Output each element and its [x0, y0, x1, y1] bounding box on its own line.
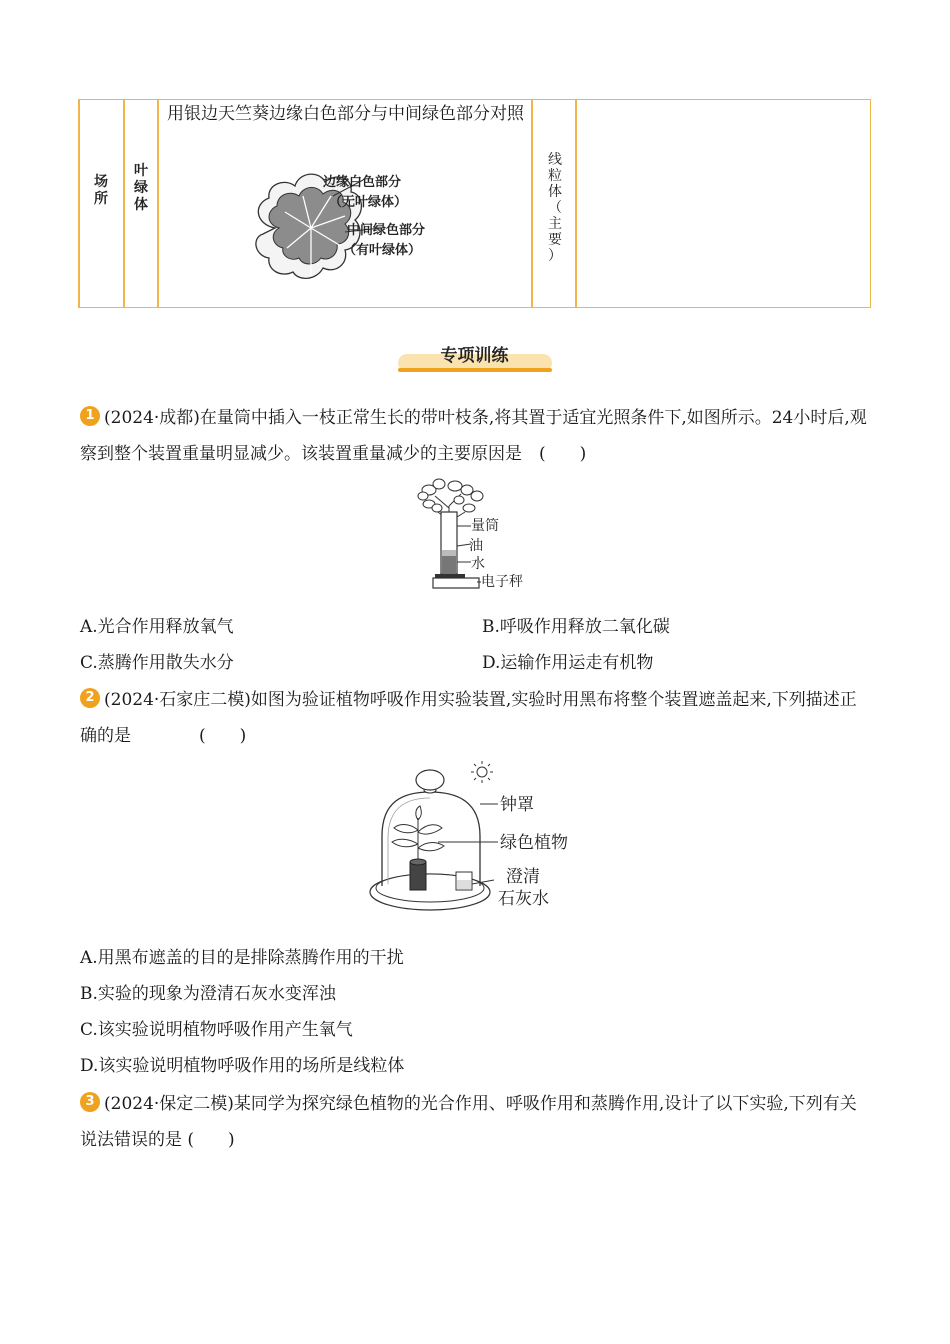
- figure-label: 油: [469, 538, 483, 554]
- right-header-mitochondria: 线 粒 体 （ 主 要 ）: [548, 152, 562, 264]
- question-2-text: (2024·石家庄二模)如图为验证植物呼吸作用实验装置,实验时用黑布将整个装置遮盖起来,下列描述正确的是 ( ): [80, 690, 857, 746]
- question-3-text: (2024·保定二模)某同学为探究绿色植物的光合作用、呼吸作用和蒸腾作用,设计了以下实验,下列有关说法错误的是 ( ): [80, 1094, 857, 1150]
- figure-label: 电子秤: [481, 574, 523, 590]
- figure-label: （无叶绿体）: [329, 195, 408, 210]
- figure-label: 中间绿色部分: [347, 223, 426, 238]
- figure-label: 水: [471, 556, 485, 572]
- question-number-badge: 2: [80, 688, 100, 708]
- option-d[interactable]: D.该实验说明植物呼吸作用的场所是线粒体: [80, 1056, 405, 1076]
- option-c[interactable]: C.蒸腾作用散失水分: [80, 653, 234, 673]
- figure-label: 石灰水: [498, 889, 549, 909]
- option-a[interactable]: A.用黑布遮盖的目的是排除蒸腾作用的干扰: [80, 948, 404, 968]
- figure-label: 钟罩: [500, 795, 534, 815]
- sun-icon: [471, 761, 493, 783]
- sub-header-chloroplast: 叶 绿 体: [134, 163, 148, 213]
- figure-label: （有叶绿体）: [343, 243, 422, 258]
- option-b[interactable]: B.呼吸作用释放二氧化碳: [482, 617, 670, 637]
- figure-label: 澄清: [506, 867, 540, 887]
- option-c[interactable]: C.该实验说明植物呼吸作用产生氧气: [80, 1020, 353, 1040]
- row-header-location: 场 所: [94, 174, 108, 207]
- variegated-leaf-figure: [245, 166, 475, 294]
- figure-label: 绿色植物: [500, 833, 568, 853]
- figure-label: 量筒: [471, 518, 499, 534]
- question-1-text: (2024·成都)在量筒中插入一枝正常生长的带叶枝条,将其置于适宜光照条件下,如图所示。24小时后,观察到整个装置重量明显减少。该装置重量减少的主要原因是 ( ): [80, 408, 867, 464]
- option-d[interactable]: D.运输作用运走有机物: [482, 653, 654, 673]
- option-a[interactable]: A.光合作用释放氧气: [80, 617, 234, 637]
- question-number-badge: 1: [80, 406, 100, 426]
- question-number-badge: 3: [80, 1092, 100, 1112]
- cylinder-scale-figure: [415, 476, 540, 594]
- section-title: 专项训练: [440, 346, 509, 366]
- table-description: 用银边天竺葵边缘白色部分与中间绿色部分对照: [167, 104, 524, 124]
- bell-jar-figure: [368, 758, 588, 918]
- figure-label: 边缘白色部分: [323, 175, 402, 190]
- option-b[interactable]: B.实验的现象为澄清石灰水变浑浊: [80, 984, 336, 1004]
